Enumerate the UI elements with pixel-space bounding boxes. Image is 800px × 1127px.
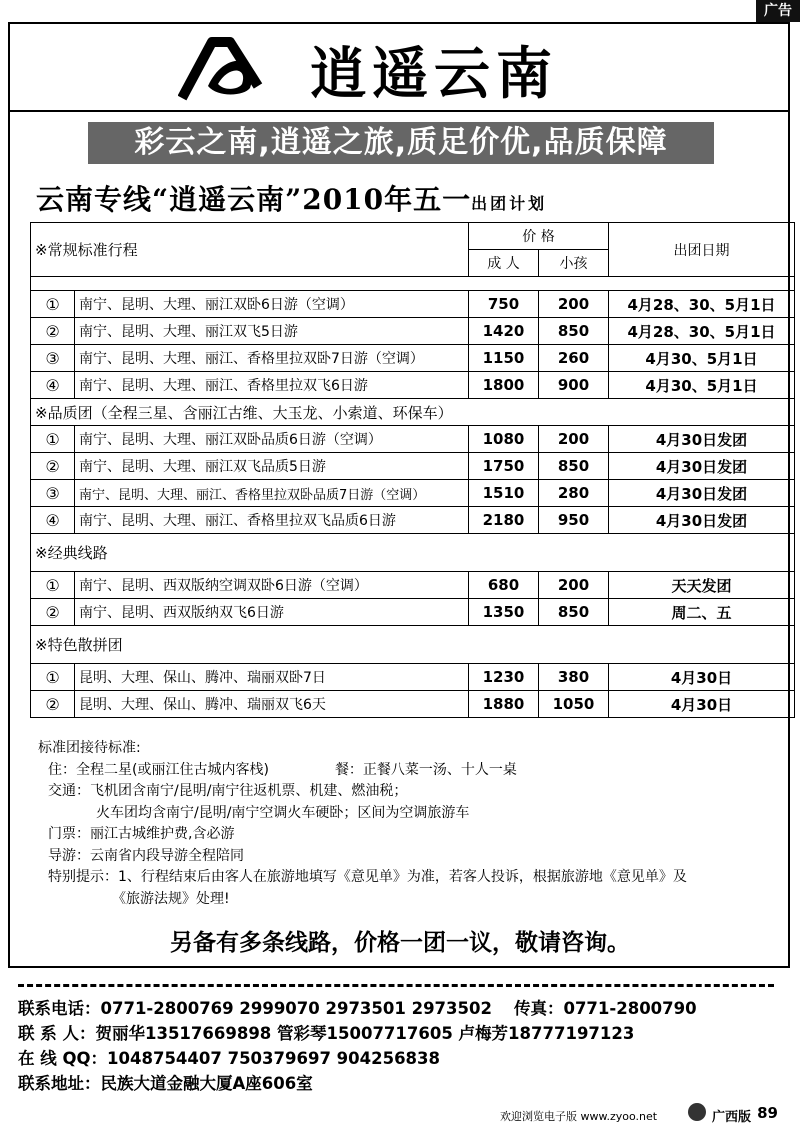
departure-dates: 4月30、5月1日	[609, 372, 795, 399]
section-title-quality: ※品质团（全程三星、含丽江古维、大玉龙、小索道、环保车）	[31, 399, 795, 426]
row-number: ①	[31, 291, 75, 318]
page-number: 89	[757, 1104, 778, 1122]
child-price: 1050	[539, 691, 609, 718]
itinerary-table	[30, 222, 795, 718]
footer-edition: 广西版	[712, 1110, 752, 1125]
departure-dates: 4月30日发团	[609, 453, 795, 480]
section-title-row	[31, 626, 795, 664]
adult-price: 1750	[469, 453, 539, 480]
row-number: ③	[31, 480, 75, 507]
departure-dates: 4月30日	[609, 664, 795, 691]
child-price: 380	[539, 664, 609, 691]
departure-dates: 4月30日发团	[609, 507, 795, 534]
contact-people: 联 系 人：贺丽华13517669898 管彩琴15007717605 卢梅芳18777197123	[18, 1024, 635, 1043]
table-row	[31, 372, 795, 399]
table-row	[31, 426, 795, 453]
row-number: ④	[31, 507, 75, 534]
reception-standards	[38, 738, 778, 910]
table-row	[31, 599, 795, 626]
section-title-classic: ※经典线路	[31, 534, 795, 572]
route-name: 南宁、昆明、西双版纳双飞6日游	[75, 599, 469, 626]
route-name: 南宁、昆明、大理、丽江双飞5日游	[75, 318, 469, 345]
departure-dates: 4月30日	[609, 691, 795, 718]
standards-transport: 交通：飞机团含南宁/昆明/南宁往返机票、机建、燃油税；	[48, 783, 408, 799]
child-price-header: 小孩	[539, 250, 609, 277]
route-name: 昆明、大理、保山、腾冲、瑞丽双飞6天	[75, 691, 469, 718]
section-title-special: ※特色散拼团	[31, 626, 795, 664]
route-name: 南宁、昆明、大理、丽江双卧6日游（空调）	[75, 291, 469, 318]
table-row	[31, 345, 795, 372]
table-row	[31, 572, 795, 599]
departure-dates: 天天发团	[609, 572, 795, 599]
brand-title: 逍遥云南	[310, 41, 558, 107]
child-price: 200	[539, 291, 609, 318]
ad-tag: 广告	[756, 0, 800, 22]
departure-dates: 4月30、5月1日	[609, 345, 795, 372]
route-name: 昆明、大理、保山、腾冲、瑞丽双卧7日	[75, 664, 469, 691]
section-title-standard: ※常规标准行程	[31, 223, 469, 277]
row-number: ②	[31, 599, 75, 626]
price-header: 价 格	[469, 223, 609, 250]
departure-dates: 周二、五	[609, 599, 795, 626]
table-row	[31, 507, 795, 534]
route-name: 南宁、昆明、大理、丽江、香格里拉双卧品质7日游（空调）	[75, 480, 469, 507]
route-name: 南宁、昆明、西双版纳空调双卧6日游（空调）	[75, 572, 469, 599]
route-name: 南宁、昆明、大理、丽江、香格里拉双飞6日游	[75, 372, 469, 399]
adult-price: 1080	[469, 426, 539, 453]
adult-price-header: 成 人	[469, 250, 539, 277]
plan-title-main: 云南专线“逍遥云南”2010年五一	[36, 183, 472, 216]
departure-dates: 4月28、30、5月1日	[609, 318, 795, 345]
section-title-row	[31, 534, 795, 572]
child-price: 900	[539, 372, 609, 399]
route-name: 南宁、昆明、大理、丽江、香格里拉双飞品质6日游	[75, 507, 469, 534]
row-number: ④	[31, 372, 75, 399]
route-name: 南宁、昆明、大理、丽江双卧品质6日游（空调）	[75, 426, 469, 453]
spacer-row	[31, 277, 795, 291]
slogan-banner: 彩云之南,逍遥之旅,质足价优,品质保障	[88, 122, 714, 164]
dashed-divider	[18, 984, 774, 987]
child-price: 260	[539, 345, 609, 372]
row-number: ①	[31, 572, 75, 599]
standards-lodging: 住：全程二星(或丽江住古城内客栈)	[48, 761, 269, 778]
dates-header: 出团日期	[609, 223, 795, 277]
plan-title-suffix: 出团计划	[471, 194, 548, 213]
child-price: 850	[539, 453, 609, 480]
adult-price: 2180	[469, 507, 539, 534]
route-name: 南宁、昆明、大理、丽江、香格里拉双卧7日游（空调）	[75, 345, 469, 372]
child-price: 950	[539, 507, 609, 534]
footer	[460, 1100, 790, 1126]
adult-price: 680	[469, 572, 539, 599]
brand-logo-icon	[178, 36, 270, 102]
row-number: ③	[31, 345, 75, 372]
standards-train: 火车团均含南宁/昆明/南宁空调火车硬卧；区间为空调旅游车	[96, 804, 470, 821]
departure-dates: 4月30日发团	[609, 426, 795, 453]
table-row	[31, 691, 795, 718]
standards-notice: 特别提示：1、行程结束后由客人在旅游地填写《意见单》为准，若客人投诉，根据旅游地《意见单》及	[48, 869, 687, 885]
adult-price: 1880	[469, 691, 539, 718]
section-title-row	[31, 399, 795, 426]
table-row	[31, 453, 795, 480]
child-price: 850	[539, 599, 609, 626]
table-row	[31, 480, 795, 507]
contact-phone-line	[18, 996, 798, 1021]
adult-price: 1150	[469, 345, 539, 372]
adult-price: 1510	[469, 480, 539, 507]
table-row	[31, 664, 795, 691]
contact-qq: 在 线 QQ：1048754407 750379697 904256838	[18, 1049, 440, 1068]
adult-price: 1800	[469, 372, 539, 399]
standards-notice-cont: 《旅游法规》处理!	[112, 890, 230, 907]
contact-fax: 传真：0771-2800790	[513, 999, 697, 1018]
standards-guide: 导游：云南省内段导游全程陪同	[48, 847, 244, 864]
edition-badge-icon	[688, 1103, 706, 1121]
standards-title: 标准团接待标准:	[38, 740, 141, 756]
contact-info	[18, 996, 798, 1096]
child-price: 280	[539, 480, 609, 507]
contact-phone: 联系电话：0771-2800769 2999070 2973501 2973502	[18, 999, 492, 1018]
route-name: 南宁、昆明、大理、丽江双飞品质5日游	[75, 453, 469, 480]
standards-lodging-meals	[38, 760, 778, 782]
departure-dates: 4月28、30、5月1日	[609, 291, 795, 318]
standards-tickets: 门票：丽江古城维护费,含必游	[48, 826, 235, 842]
child-price: 200	[539, 426, 609, 453]
table-header-row	[31, 223, 795, 250]
plan-title	[36, 178, 776, 218]
child-price: 850	[539, 318, 609, 345]
table-row	[31, 318, 795, 345]
adult-price: 1230	[469, 664, 539, 691]
footer-welcome: 欢迎浏览电子版 www.zyoo.net	[500, 1110, 658, 1123]
row-number: ②	[31, 318, 75, 345]
departure-dates: 4月30日发团	[609, 480, 795, 507]
standards-meals: 餐：正餐八菜一汤、十人一桌	[334, 761, 517, 778]
table-row	[31, 291, 795, 318]
row-number: ①	[31, 664, 75, 691]
contact-address: 联系地址：民族大道金融大厦A座606室	[18, 1074, 313, 1093]
row-number: ②	[31, 691, 75, 718]
more-routes-note: 另备有多条线路，价格一团一议，敬请咨询。	[170, 930, 630, 956]
row-number: ①	[31, 426, 75, 453]
child-price: 200	[539, 572, 609, 599]
row-number: ②	[31, 453, 75, 480]
adult-price: 1420	[469, 318, 539, 345]
adult-price: 750	[469, 291, 539, 318]
adult-price: 1350	[469, 599, 539, 626]
